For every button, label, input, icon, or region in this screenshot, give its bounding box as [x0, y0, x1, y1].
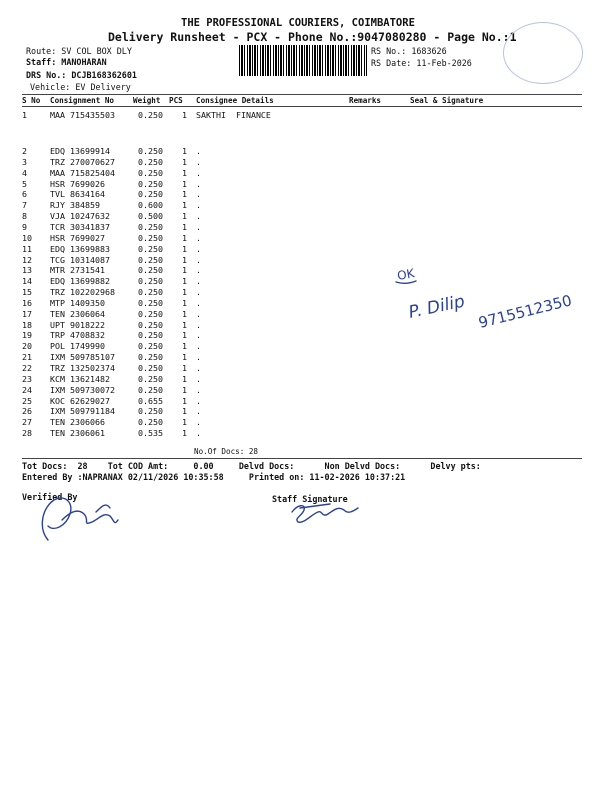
- cell-consignee-details: .: [196, 406, 201, 417]
- cell-consignment: TEN 2306066: [50, 417, 105, 428]
- cell-weight: 0.250: [138, 146, 163, 156]
- cell-pcs: 1: [182, 211, 187, 222]
- cell-pcs: 1: [182, 178, 187, 189]
- cell-consignee-details: .: [196, 178, 201, 189]
- cell-sno: 17: [22, 308, 32, 319]
- cell-weight: 0.250: [138, 287, 163, 298]
- num-docs: No.Of Docs: 28: [194, 447, 259, 456]
- cell-weight: 0.535: [138, 428, 163, 439]
- entered-printed-line: Entered By :NAPRANAX 02/11/2026 10:35:58 Printed on: 11-02-2026 10:37:21: [22, 472, 406, 482]
- cell-pcs: 1: [182, 189, 187, 200]
- cell-consignment: TCR 30341837: [50, 221, 110, 232]
- runsheet-title: Delivery Runsheet - PCX - Phone No.:9047080280 - Page No.:1: [108, 30, 517, 44]
- cell-consignee-details: .: [196, 373, 201, 384]
- cell-consignee-details: .: [196, 308, 201, 319]
- cell-consignment: MTR 2731541: [50, 265, 105, 276]
- cell-pcs: 1: [182, 232, 187, 243]
- cell-sno: 27: [22, 417, 32, 428]
- cell-sno: 7: [22, 200, 27, 211]
- cell-sno: 12: [22, 254, 32, 265]
- cell-sno: 24: [22, 384, 32, 395]
- cell-pcs: 1: [182, 276, 187, 287]
- cell-sno: 9: [22, 221, 27, 232]
- cell-weight: 0.250: [138, 417, 163, 428]
- cell-pcs: 1: [182, 297, 187, 308]
- cell-weight: 0.250: [138, 232, 163, 243]
- col-weight: Weight: [133, 96, 161, 105]
- cell-weight: 0.250: [138, 243, 163, 254]
- cell-sno: 23: [22, 373, 32, 384]
- cell-consignee-details: .: [196, 156, 201, 167]
- cell-pcs: 1: [182, 265, 187, 276]
- cell-consignment: HSR 7699027: [50, 232, 105, 243]
- cell-pcs: 1: [182, 363, 187, 373]
- cell-pcs: 1: [182, 110, 187, 120]
- cell-pcs: 1: [182, 395, 187, 406]
- drs-number: DRS No.: DCJB168362601: [26, 70, 137, 80]
- cell-consignee-details: .: [196, 189, 201, 200]
- cell-consignee-details: .: [196, 221, 201, 232]
- rs-date: RS Date: 11-Feb-2026: [371, 58, 472, 68]
- cell-consignee-details: .: [196, 330, 201, 341]
- verified-by-signature: [42, 498, 118, 540]
- cell-consignee-details: .: [196, 243, 201, 254]
- staff-signature-label: Staff Signature: [272, 494, 348, 504]
- cell-sno: 8: [22, 211, 27, 222]
- cell-consignment: TEN 2306064: [50, 308, 105, 319]
- cell-sno: 1: [22, 110, 27, 120]
- cell-consignment: MAA 715825404: [50, 167, 115, 178]
- cell-sno: 25: [22, 395, 32, 406]
- cell-pcs: 1: [182, 352, 187, 363]
- cell-consignment: POL 1749990: [50, 341, 105, 352]
- cell-consignment: TVL 8634164: [50, 189, 105, 200]
- cell-consignee-details: .: [196, 428, 201, 439]
- cell-weight: 0.250: [138, 330, 163, 341]
- cell-pcs: 1: [182, 287, 187, 298]
- cell-sno: 10: [22, 232, 32, 243]
- cell-consignment: HSR 7699026: [50, 178, 105, 189]
- cell-consignment: TRZ 132502374: [50, 363, 115, 373]
- cell-sno: 19: [22, 330, 32, 341]
- cell-pcs: 1: [182, 243, 187, 254]
- cell-consignment: TCG 10314087: [50, 254, 110, 265]
- cell-weight: 0.250: [138, 178, 163, 189]
- cell-consignee-details: .: [196, 211, 201, 222]
- company-name: THE PROFESSIONAL COURIERS, COIMBATORE: [181, 17, 415, 29]
- cell-consignee-details: .: [196, 384, 201, 395]
- cell-consignee-details: .: [196, 276, 201, 287]
- staff-signature: [292, 504, 358, 522]
- cell-consignee-details: .: [196, 265, 201, 276]
- cell-consignee-details: SAKTHI FINANCE: [196, 110, 271, 120]
- cell-consignee-details: .: [196, 319, 201, 330]
- cell-consignment: EDQ 13699882: [50, 276, 110, 287]
- cell-consignee-details: .: [196, 167, 201, 178]
- cell-consignment: KCM 13621482: [50, 373, 110, 384]
- cell-pcs: 1: [182, 308, 187, 319]
- cell-consignment: EDQ 13699883: [50, 243, 110, 254]
- cell-weight: 0.250: [138, 406, 163, 417]
- cell-pcs: 1: [182, 156, 187, 167]
- cell-weight: 0.250: [138, 254, 163, 265]
- cell-consignment: IXM 509730072: [50, 384, 115, 395]
- verified-by-label: Verified By: [22, 492, 78, 502]
- cell-sno: 11: [22, 243, 32, 254]
- cell-sno: 21: [22, 352, 32, 363]
- cell-consignment: VJA 10247632: [50, 211, 110, 222]
- cell-pcs: 1: [182, 167, 187, 178]
- cell-weight: 0.250: [138, 167, 163, 178]
- cell-weight: 0.250: [138, 265, 163, 276]
- cell-weight: 0.250: [138, 384, 163, 395]
- receiver-phone: 9715512350: [476, 291, 574, 332]
- cell-weight: 0.250: [138, 221, 163, 232]
- cell-weight: 0.500: [138, 211, 163, 222]
- cell-consignment: TRZ 270070627: [50, 156, 115, 167]
- cell-consignee-details: .: [196, 363, 201, 373]
- cell-sno: 5: [22, 178, 27, 189]
- cell-sno: 18: [22, 319, 32, 330]
- col-remarks: Remarks: [349, 96, 382, 105]
- cell-consignment: IXM 509785107: [50, 352, 115, 363]
- cell-weight: 0.250: [138, 297, 163, 308]
- cell-consignee-details: .: [196, 341, 201, 352]
- staff-label: Staff: MANOHARAN: [26, 57, 107, 67]
- cell-consignment: RJY 384859: [50, 200, 100, 211]
- cell-consignee-details: .: [196, 146, 201, 156]
- cell-consignment: TEN 2306061: [50, 428, 105, 439]
- cell-consignment: MTP 1409350: [50, 297, 105, 308]
- cell-weight: 0.250: [138, 308, 163, 319]
- rs-number: RS No.: 1683626: [371, 46, 447, 56]
- ok-mark: OK: [396, 266, 416, 283]
- cell-consignee-details: .: [196, 287, 201, 298]
- cell-sno: 20: [22, 341, 32, 352]
- vehicle-label: Vehicle: EV Delivery: [30, 82, 131, 92]
- cell-weight: 0.250: [138, 363, 163, 373]
- cell-consignment: MAA 715435503: [50, 110, 115, 120]
- cell-pcs: 1: [182, 417, 187, 428]
- cell-weight: 0.250: [138, 373, 163, 384]
- cell-weight: 0.250: [138, 110, 163, 120]
- totals-line: Tot Docs: 28 Tot COD Amt: 0.00 Delvd Docs: Non Delvd Docs: Delvy pts:: [22, 461, 481, 471]
- cell-sno: 22: [22, 363, 32, 373]
- col-consignment: Consignment No: [50, 96, 115, 105]
- cell-weight: 0.655: [138, 395, 163, 406]
- col-sno: S No: [22, 96, 41, 105]
- cell-pcs: 1: [182, 406, 187, 417]
- cell-weight: 0.250: [138, 341, 163, 352]
- cell-pcs: 1: [182, 384, 187, 395]
- cell-sno: 13: [22, 265, 32, 276]
- cell-sno: 15: [22, 287, 32, 298]
- cell-consignee-details: .: [196, 254, 201, 265]
- cell-sno: 6: [22, 189, 27, 200]
- cell-pcs: 1: [182, 200, 187, 211]
- cell-sno: 2: [22, 146, 27, 156]
- cell-pcs: 1: [182, 254, 187, 265]
- cell-sno: 3: [22, 156, 27, 167]
- cell-sno: 14: [22, 276, 32, 287]
- cell-pcs: 1: [182, 330, 187, 341]
- cell-weight: 0.250: [138, 352, 163, 363]
- cell-weight: 0.250: [138, 189, 163, 200]
- cell-consignee-details: .: [196, 200, 201, 211]
- col-seal-signature: Seal & Signature: [410, 96, 484, 105]
- route-label: Route: SV COL BOX DLY: [26, 46, 132, 56]
- cell-weight: 0.250: [138, 319, 163, 330]
- cell-pcs: 1: [182, 428, 187, 439]
- col-pcs: PCS: [169, 96, 183, 105]
- cell-consignee-details: .: [196, 417, 201, 428]
- cell-consignee-details: .: [196, 352, 201, 363]
- cell-consignment: IXM 509791184: [50, 406, 115, 417]
- cell-consignment: EDQ 13699914: [50, 146, 110, 156]
- cell-consignment: TRP 4708832: [50, 330, 105, 341]
- receiver-signature: P. Dilip: [406, 291, 467, 323]
- cell-pcs: 1: [182, 373, 187, 384]
- cell-consignment: KOC 62629027: [50, 395, 110, 406]
- cell-sno: 16: [22, 297, 32, 308]
- cell-consignee-details: .: [196, 297, 201, 308]
- cell-sno: 4: [22, 167, 27, 178]
- cell-sno: 26: [22, 406, 32, 417]
- cell-consignment: UPT 9018222: [50, 319, 105, 330]
- cell-pcs: 1: [182, 319, 187, 330]
- cell-consignee-details: .: [196, 395, 201, 406]
- cell-weight: 0.250: [138, 276, 163, 287]
- cell-consignment: TRZ 102202968: [50, 287, 115, 298]
- cell-consignee-details: .: [196, 232, 201, 243]
- cell-pcs: 1: [182, 221, 187, 232]
- cell-weight: 0.250: [138, 156, 163, 167]
- cell-pcs: 1: [182, 146, 187, 156]
- col-consignee: Consignee Details: [196, 96, 274, 105]
- cell-pcs: 1: [182, 341, 187, 352]
- cell-sno: 28: [22, 428, 32, 439]
- cell-weight: 0.600: [138, 200, 163, 211]
